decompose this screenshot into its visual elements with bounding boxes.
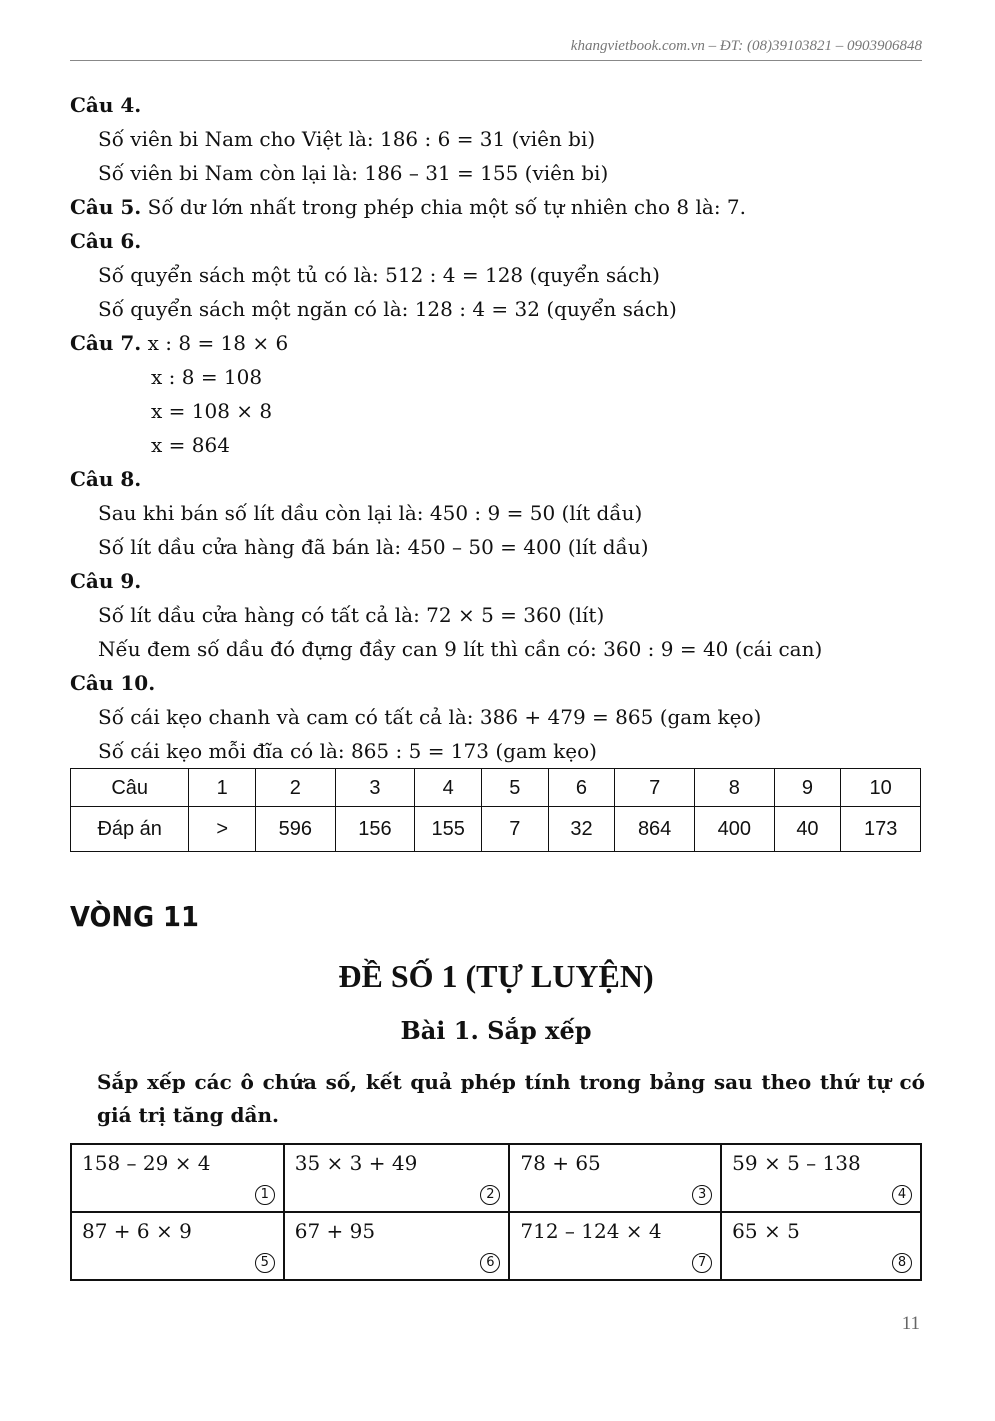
answer-cell: 8 [694, 769, 774, 807]
circled-number: 5 [255, 1253, 275, 1273]
answers-section [70, 88, 922, 852]
sort-cell [509, 1144, 721, 1212]
sort-cell [71, 1212, 284, 1280]
q10-line-2: Số cái kẹo mỗi đĩa có là: 865 : 5 = 173 (gam kẹo) [98, 739, 597, 763]
exercise-instruction: Sắp xếp các ô chứa số, kết quả phép tính trong bảng sau theo thứ tự có giá trị tăng dần. [97, 1070, 925, 1127]
sort-cell [284, 1144, 510, 1212]
q8-label: Câu 8. [70, 467, 142, 491]
circled-number: 4 [892, 1185, 912, 1205]
answer-table-header-row [71, 769, 921, 807]
sort-cell [721, 1212, 921, 1280]
answer-cell: 400 [694, 807, 774, 852]
answer-cell: 156 [335, 807, 415, 852]
answer-cell: 40 [774, 807, 841, 852]
page-header: khangvietbook.com.vn – ĐT: (08)39103821 – 0903906848 [70, 38, 922, 61]
answer-cell: Câu [71, 769, 189, 807]
sort-cell [721, 1144, 921, 1212]
answer-cell: 7 [482, 807, 549, 852]
q7-line-2: x : 8 = 108 [151, 365, 263, 389]
sort-cell [509, 1212, 721, 1280]
q8-line-2: Số lít dầu cửa hàng đã bán là: 450 – 50 = 400 (lít dầu) [98, 535, 649, 559]
circled-number: 3 [692, 1185, 712, 1205]
answer-cell: 10 [841, 769, 921, 807]
sort-cell [284, 1212, 510, 1280]
answer-table [70, 768, 921, 852]
sort-expression: 158 – 29 × 4 [82, 1151, 211, 1175]
sort-expression: 59 × 5 – 138 [732, 1151, 861, 1175]
exercise-title: Bài 1. Sắp xếp [400, 1016, 592, 1045]
q7-line-4: x = 864 [151, 433, 230, 457]
q7-line-3: x = 108 × 8 [151, 399, 273, 423]
q9-line-2: Nếu đem số dầu đó đựng đầy can 9 lít thì cần có: 360 : 9 = 40 (cái can) [98, 637, 823, 661]
q9-line-1: Số lít dầu cửa hàng có tất cả là: 72 × 5 = 360 (lít) [98, 603, 605, 627]
q6-label: Câu 6. [70, 229, 142, 253]
q5-text: Số dư lớn nhất trong phép chia một số tự nhiên cho 8 là: 7. [141, 195, 746, 219]
circled-number: 8 [892, 1253, 912, 1273]
sort-table [70, 1143, 922, 1281]
answer-cell: 32 [548, 807, 615, 852]
round-heading: VÒNG 11 [70, 900, 199, 933]
q5-line [70, 190, 922, 224]
q6-line-1: Số quyển sách một tủ có là: 512 : 4 = 128 (quyển sách) [98, 263, 660, 287]
sort-row [71, 1144, 921, 1212]
answer-cell: 9 [774, 769, 841, 807]
circled-number: 1 [255, 1185, 275, 1205]
page-number: 11 [901, 1313, 920, 1334]
q6-line-2: Số quyển sách một ngăn có là: 128 : 4 = 32 (quyển sách) [98, 297, 677, 321]
answer-cell: Đáp án [71, 807, 189, 852]
q5-label: Câu 5. [70, 195, 142, 219]
circled-number: 2 [480, 1185, 500, 1205]
answer-cell: 173 [841, 807, 921, 852]
sort-expression: 35 × 3 + 49 [294, 1151, 418, 1175]
q10-line-1: Số cái kẹo chanh và cam có tất cả là: 386 + 479 = 865 (gam kẹo) [98, 705, 762, 729]
answer-cell: 2 [255, 769, 335, 807]
sort-row [71, 1212, 921, 1280]
answer-cell: 3 [335, 769, 415, 807]
q9-label: Câu 9. [70, 569, 142, 593]
q4-line-2: Số viên bi Nam còn lại là: 186 – 31 = 155 (viên bi) [98, 161, 609, 185]
sort-expression: 67 + 95 [294, 1219, 376, 1243]
q4-label: Câu 4. [70, 93, 142, 117]
answer-cell: > [189, 807, 256, 852]
answer-cell: 6 [548, 769, 615, 807]
q7-eq-1: x : 8 = 18 × 6 [141, 331, 289, 355]
answer-cell: 4 [415, 769, 482, 807]
circled-number: 7 [692, 1253, 712, 1273]
answer-cell: 5 [482, 769, 549, 807]
answer-cell: 7 [615, 769, 695, 807]
answer-table-value-row [71, 807, 921, 852]
sort-cell [71, 1144, 284, 1212]
exam-title: ĐỀ SỐ 1 (TỰ LUYỆN) [338, 958, 654, 994]
circled-number: 6 [480, 1253, 500, 1273]
sort-expression: 87 + 6 × 9 [82, 1219, 192, 1243]
q4-line-1: Số viên bi Nam cho Việt là: 186 : 6 = 31 (viên bi) [98, 127, 596, 151]
sort-expression: 712 – 124 × 4 [520, 1219, 662, 1243]
answer-cell: 1 [189, 769, 256, 807]
sort-expression: 65 × 5 [732, 1219, 800, 1243]
q8-line-1: Sau khi bán số lít dầu còn lại là: 450 : 9 = 50 (lít dầu) [98, 501, 643, 525]
q7-label: Câu 7. [70, 331, 142, 355]
sort-expression: 78 + 65 [520, 1151, 601, 1175]
answer-cell: 596 [255, 807, 335, 852]
answer-cell: 864 [615, 807, 695, 852]
q10-label: Câu 10. [70, 671, 156, 695]
q7-line-1 [70, 326, 922, 360]
answer-cell: 155 [415, 807, 482, 852]
